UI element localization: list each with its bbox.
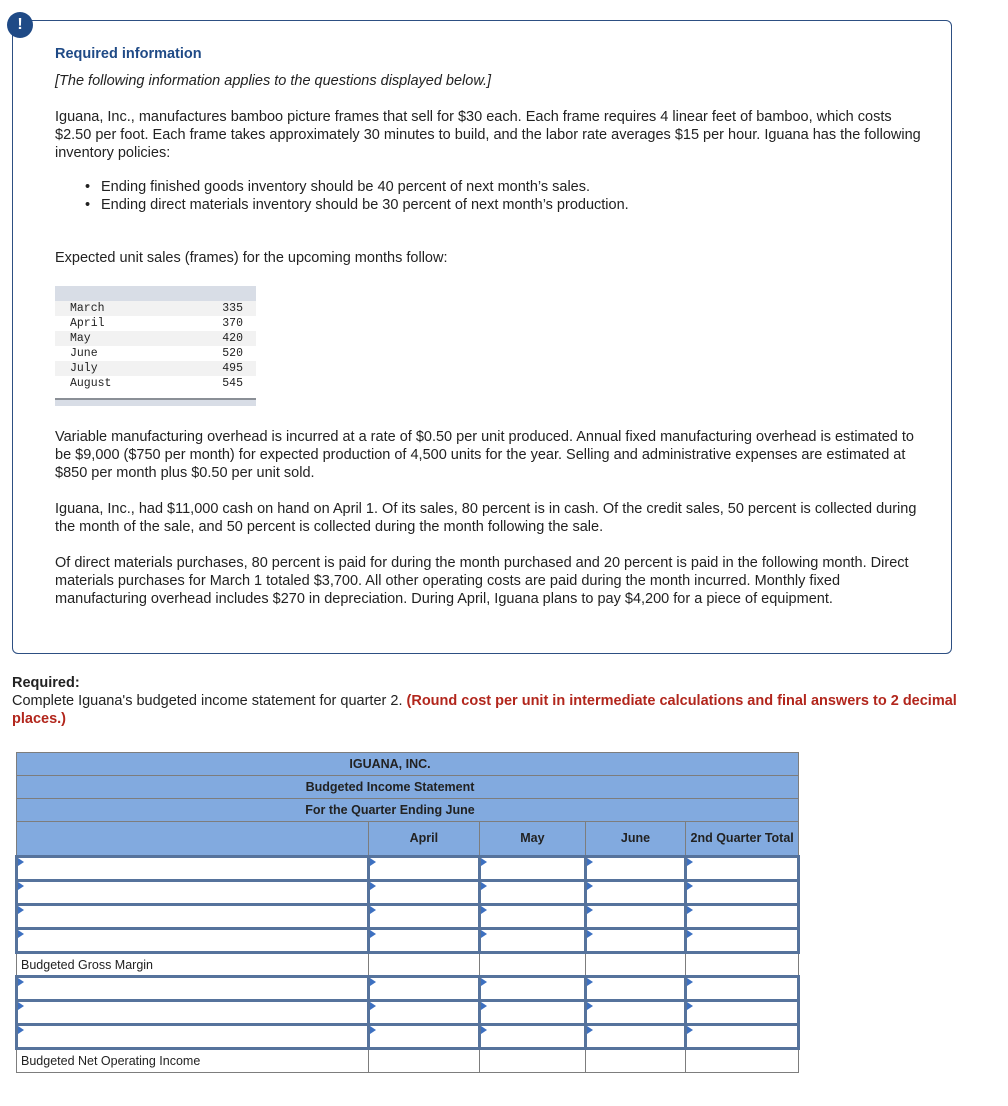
column-header-april: April [368, 822, 480, 857]
rounding-note: (Round cost per unit in intermediate calculations and final answers to 2 decimal places.) [12, 693, 957, 727]
june-input[interactable] [587, 978, 685, 999]
table-row [55, 376, 256, 391]
gross-margin-may [480, 953, 586, 977]
june-input[interactable] [587, 930, 685, 951]
column-header-quarter-total: 2nd Quarter Total [686, 822, 799, 857]
units: 545 [222, 377, 243, 390]
net-operating-income-row [17, 1049, 799, 1073]
june-cell[interactable] [585, 905, 686, 929]
april-input[interactable] [370, 906, 479, 927]
period-row [17, 799, 799, 822]
table-row [55, 331, 256, 346]
line-item-input[interactable] [18, 1026, 367, 1047]
june-cell[interactable] [585, 881, 686, 905]
alert-icon: ! [7, 12, 33, 38]
may-input[interactable] [481, 906, 584, 927]
april-cell[interactable] [368, 857, 480, 881]
required-section [12, 674, 962, 728]
total-input[interactable] [687, 1002, 797, 1023]
total-input[interactable] [687, 930, 797, 951]
june-input[interactable] [587, 882, 685, 903]
may-cell[interactable] [480, 857, 586, 881]
may-input[interactable] [481, 858, 584, 879]
june-cell[interactable] [585, 929, 686, 953]
april-input[interactable] [370, 930, 479, 951]
net-income-may [480, 1049, 586, 1073]
june-cell[interactable] [585, 1001, 686, 1025]
april-input[interactable] [370, 978, 479, 999]
sales-table-header [55, 286, 256, 301]
table-row [17, 857, 799, 881]
june-cell[interactable] [585, 977, 686, 1001]
total-input[interactable] [687, 882, 797, 903]
table-row [55, 346, 256, 361]
table-row [17, 1001, 799, 1025]
may-cell[interactable] [480, 977, 586, 1001]
required-information-title: Required information [55, 46, 202, 62]
june-input[interactable] [587, 1002, 685, 1023]
june-cell[interactable] [585, 1025, 686, 1049]
paragraph-overhead: Variable manufacturing overhead is incurred at a rate of $0.50 per unit produced. Annual fixed manufacturing overhead is estimated to be $9,000 ($750 per month) for expected production of 4,500 units for the year. Selling and administrative expenses are estimated at $850 per month plus $0.50 per unit sold. [55, 429, 914, 481]
table-row [17, 905, 799, 929]
policy-item: • Ending finished goods inventory should be 40 percent of next month’s sales. [101, 178, 925, 196]
net-income-april [368, 1049, 480, 1073]
april-input[interactable] [370, 1026, 479, 1047]
statement-title: Budgeted Income Statement [17, 776, 799, 799]
may-cell[interactable] [480, 905, 586, 929]
april-input[interactable] [370, 882, 479, 903]
line-item-input[interactable] [18, 882, 367, 903]
month: June [70, 347, 98, 360]
paragraph-product-info: Iguana, Inc., manufactures bamboo picture frames that sell for $30 each. Each frame requires 4 linear feet of bamboo, which costs $2.50 per foot. Each frame takes approximately 30 minutes to build, and the labor rate averages $15 per hour. Iguana has the following inventory policies: [55, 109, 921, 161]
required-label: Required: [12, 675, 80, 691]
total-input[interactable] [687, 858, 797, 879]
april-cell[interactable] [368, 905, 480, 929]
statement-title-row [17, 776, 799, 799]
line-item-input[interactable] [18, 858, 367, 879]
may-cell[interactable] [480, 929, 586, 953]
line-item-input[interactable] [18, 978, 367, 999]
table-row [17, 1025, 799, 1049]
line-item-select[interactable] [17, 977, 369, 1001]
may-input[interactable] [481, 930, 584, 951]
month: May [70, 332, 91, 345]
column-header-june: June [585, 822, 686, 857]
line-item-select[interactable] [17, 881, 369, 905]
required-instructions [12, 692, 962, 728]
expected-sales-table [55, 286, 256, 406]
statement-period: For the Quarter Ending June [17, 799, 799, 822]
net-income-june [585, 1049, 686, 1073]
table-row [17, 881, 799, 905]
budgeted-income-statement-table [15, 752, 800, 1073]
june-input[interactable] [587, 906, 685, 927]
intro-note: [The following information applies to the questions displayed below.] [55, 73, 492, 89]
month: July [70, 362, 98, 375]
line-item-select[interactable] [17, 929, 369, 953]
june-input[interactable] [587, 1026, 685, 1047]
total-input[interactable] [687, 1026, 797, 1047]
net-income-total [686, 1049, 799, 1073]
june-input[interactable] [587, 858, 685, 879]
may-input[interactable] [481, 978, 584, 999]
line-item-select[interactable] [17, 1025, 369, 1049]
month: March [70, 302, 105, 315]
month: August [70, 377, 112, 390]
column-header-may: May [480, 822, 586, 857]
april-cell[interactable] [368, 1025, 480, 1049]
total-cell[interactable] [686, 881, 799, 905]
april-cell[interactable] [368, 929, 480, 953]
total-cell[interactable] [686, 929, 799, 953]
line-item-select[interactable] [17, 905, 369, 929]
april-cell[interactable] [368, 1001, 480, 1025]
total-cell[interactable] [686, 905, 799, 929]
required-information-panel [12, 20, 952, 654]
table-row [55, 361, 256, 376]
total-cell[interactable] [686, 1001, 799, 1025]
line-item-select[interactable] [17, 857, 369, 881]
april-cell[interactable] [368, 977, 480, 1001]
units: 495 [222, 362, 243, 375]
table-row [17, 929, 799, 953]
month: April [70, 317, 105, 330]
company-name: IGUANA, INC. [17, 753, 799, 776]
total-cell[interactable] [686, 1025, 799, 1049]
line-item-select[interactable] [17, 1001, 369, 1025]
gross-margin-april [368, 953, 480, 977]
company-row [17, 753, 799, 776]
units: 335 [222, 302, 243, 315]
table-row [55, 301, 256, 316]
april-cell[interactable] [368, 881, 480, 905]
total-input[interactable] [687, 978, 797, 999]
net-operating-income-label: Budgeted Net Operating Income [17, 1049, 369, 1073]
may-input[interactable] [481, 882, 584, 903]
line-item-input[interactable] [18, 906, 367, 927]
line-item-input[interactable] [18, 930, 367, 951]
units: 420 [222, 332, 243, 345]
required-text: Complete Iguana's budgeted income statement for quarter 2. [12, 693, 403, 709]
column-header-row [17, 822, 799, 857]
total-cell[interactable] [686, 977, 799, 1001]
april-input[interactable] [370, 858, 479, 879]
gross-margin-label: Budgeted Gross Margin [17, 953, 369, 977]
total-cell[interactable] [686, 857, 799, 881]
total-input[interactable] [687, 906, 797, 927]
paragraph-cash: Iguana, Inc., had $11,000 cash on hand on April 1. Of its sales, 80 percent is in cash. Of the credit sales, 50 percent is collected during the month of the sale, and 50 percent is collected during the month following the sale. [55, 501, 917, 535]
sales-intro: Expected unit sales (frames) for the upcoming months follow: [55, 250, 448, 266]
sales-table-footer [55, 398, 256, 406]
may-cell[interactable] [480, 1001, 586, 1025]
paragraph-purchases: Of direct materials purchases, 80 percent is paid for during the month purchased and 20 percent is paid in the following month. Direct materials purchases for March 1 totaled $3,700. All other operating costs are paid during the month incurred. Monthly fixed manufacturing overhead includes $270 in depreciation. During April, Iguana plans to pay $4,200 for a piece of equipment. [55, 555, 909, 607]
column-header-label [17, 822, 369, 857]
table-row [55, 316, 256, 331]
gross-margin-june [585, 953, 686, 977]
line-item-input[interactable] [18, 1002, 367, 1023]
units: 370 [222, 317, 243, 330]
may-cell[interactable] [480, 881, 586, 905]
may-input[interactable] [481, 1026, 584, 1047]
policy-item: • Ending direct materials inventory should be 30 percent of next month’s production. [101, 196, 925, 214]
table-row [17, 977, 799, 1001]
gross-margin-total [686, 953, 799, 977]
units: 520 [222, 347, 243, 360]
inventory-policies-list [101, 178, 925, 214]
april-input[interactable] [370, 1002, 479, 1023]
june-cell[interactable] [585, 857, 686, 881]
gross-margin-row [17, 953, 799, 977]
may-input[interactable] [481, 1002, 584, 1023]
may-cell[interactable] [480, 1025, 586, 1049]
